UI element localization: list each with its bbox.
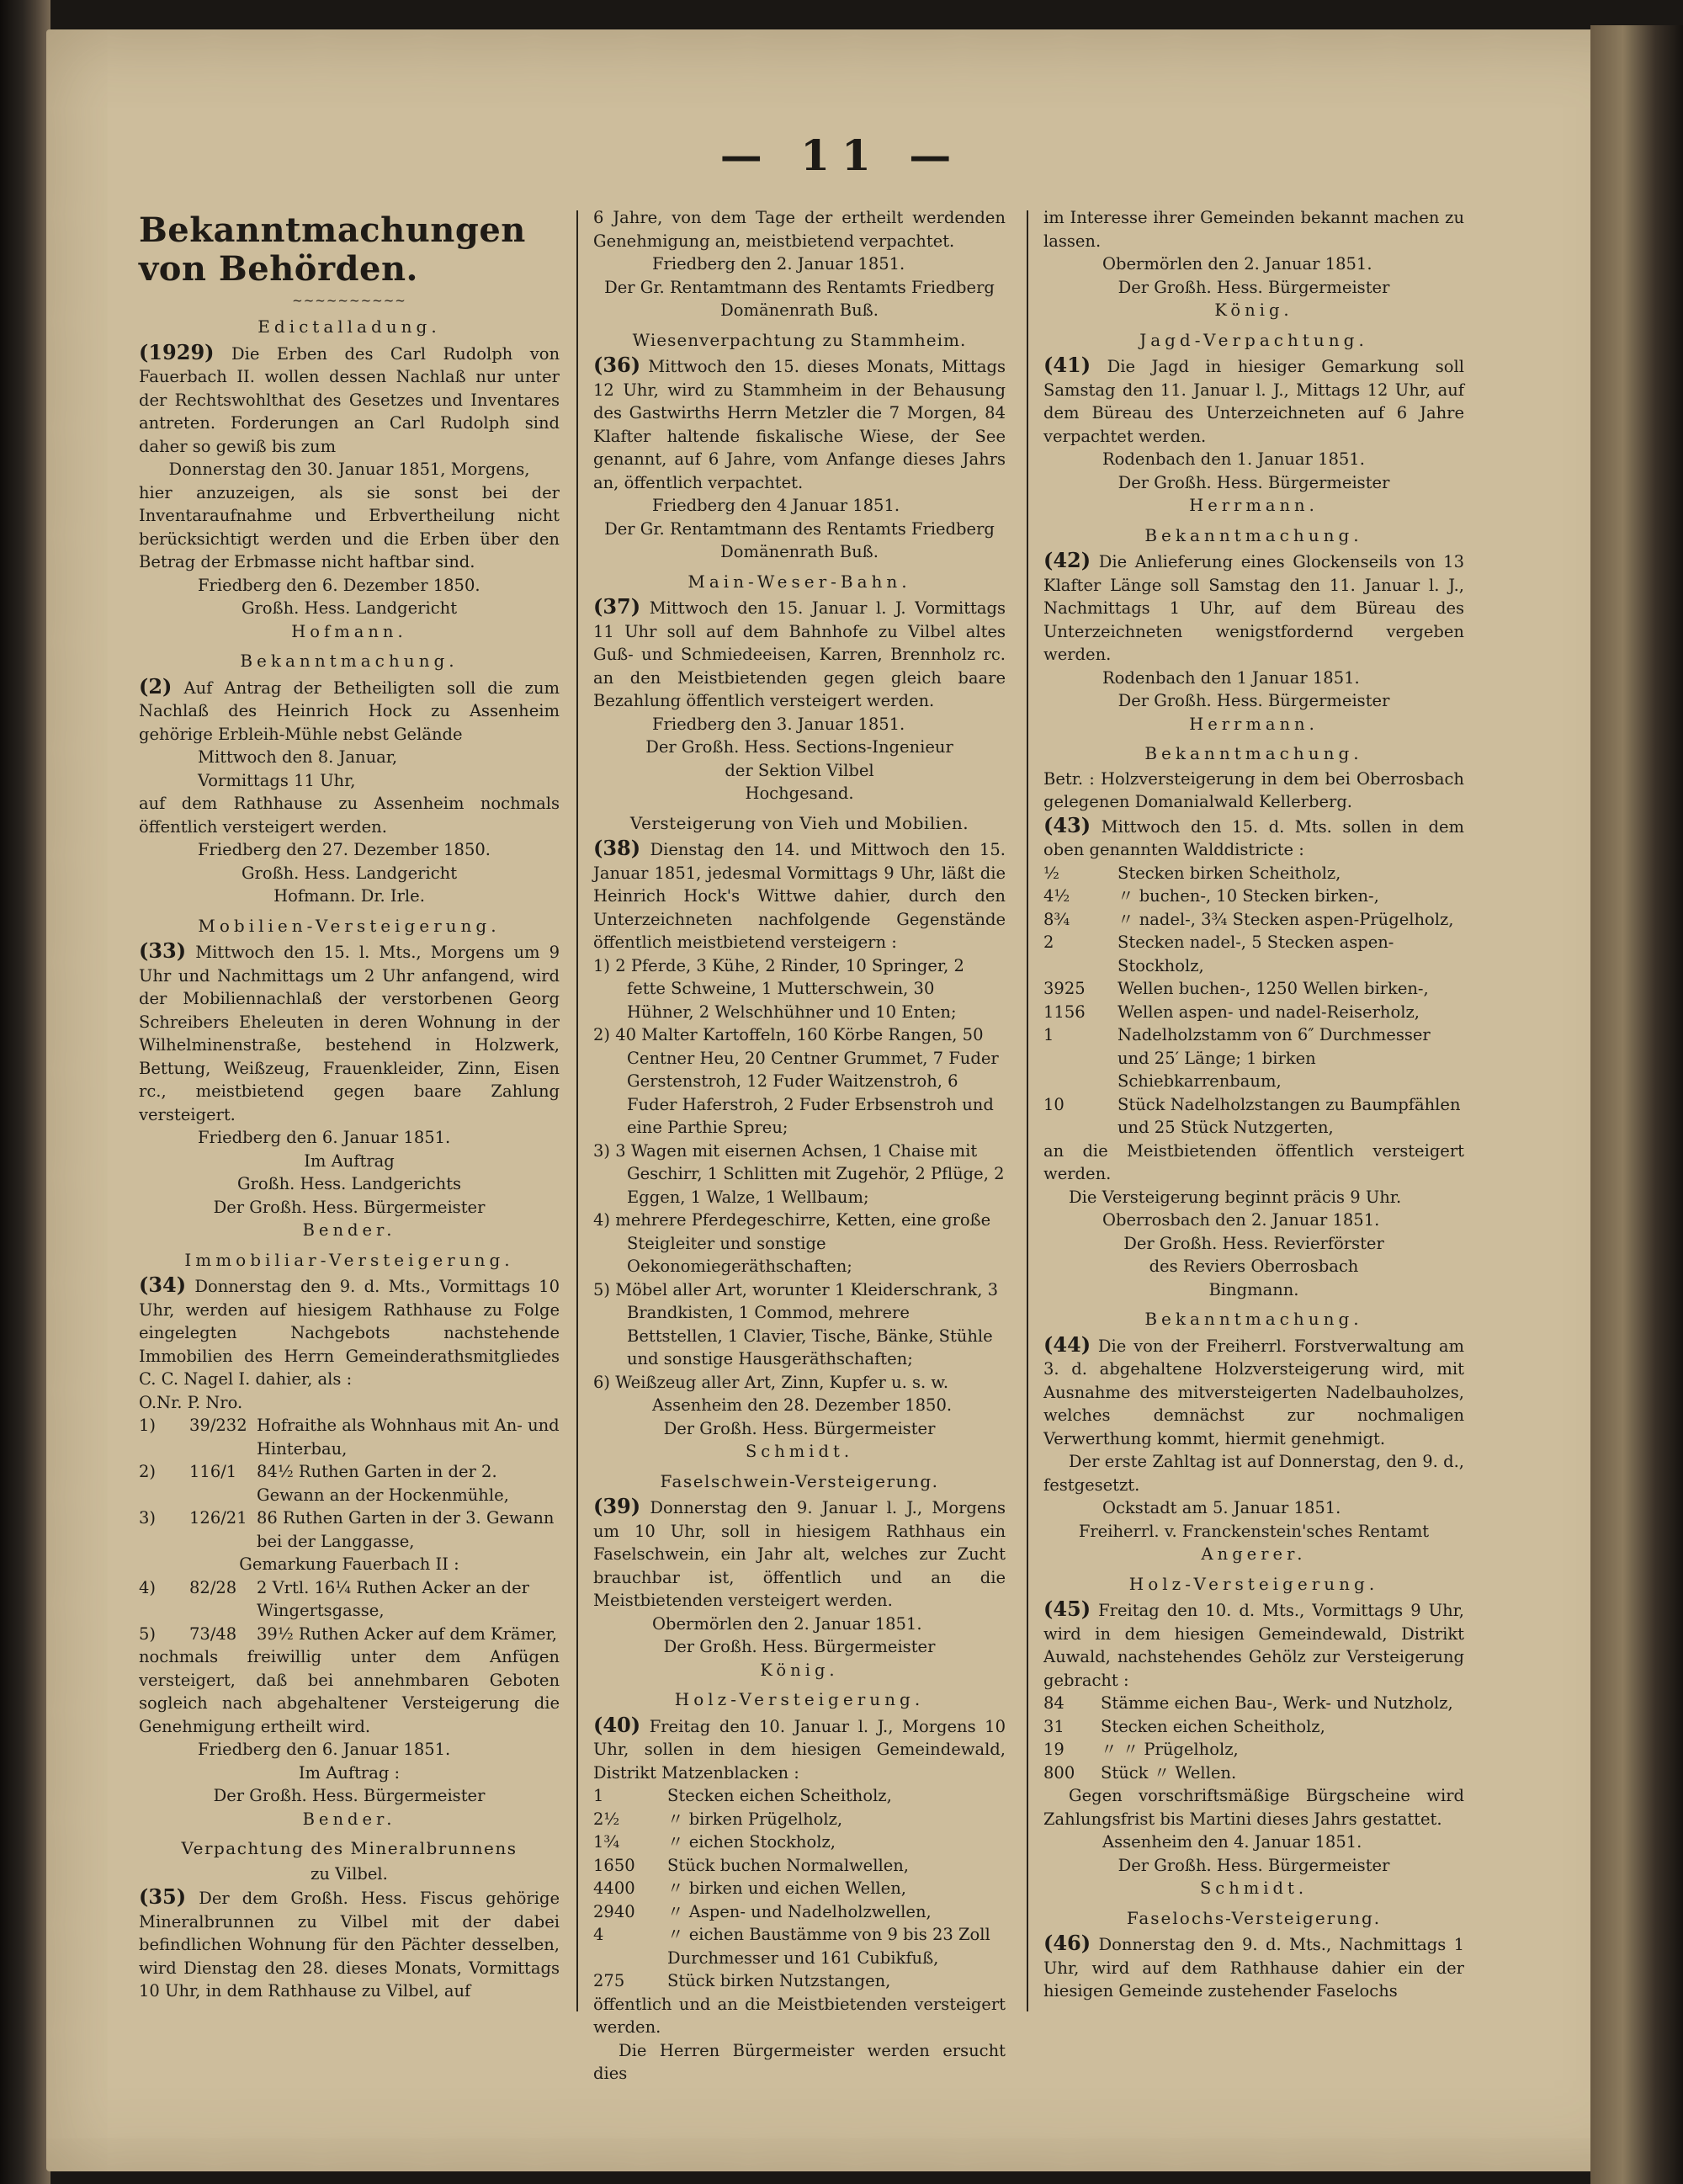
- notice-date-line: Mittwoch den 8. Januar,: [198, 747, 398, 767]
- parcel-plot: 82/28: [189, 1577, 237, 1597]
- wood-row: [1043, 862, 1464, 885]
- notice-place: Assenheim den 28. Dezember 1850.: [652, 1395, 953, 1415]
- notice-text: Mittwoch den 15. dieses Monats, Mittags 12 Uhr, wird zu Stammheim in der Behausung des Gastwirths Herrn Metzler die 7 Morgen, 84 Klafter haltende fiskalische Wiese, der See genannt, auf 6 Jahre, vom Anfange dieses Jahrs an, öffentlich verpachtet.: [593, 357, 1006, 492]
- parcel-plot: 126/21: [189, 1508, 247, 1528]
- notice-number: (40): [593, 1712, 641, 1737]
- wood-desc: Stück buchen Normalwellen,: [667, 1855, 909, 1875]
- parcel-num: 5): [139, 1623, 157, 1644]
- wood-qty: 800: [1043, 1762, 1075, 1783]
- notice-place: Rodenbach den 1 Januar 1851.: [1102, 667, 1360, 688]
- wood-row: [1043, 908, 1464, 932]
- notice-place: Ockstadt am 5. Januar 1851.: [1102, 1498, 1341, 1517]
- notice-signature: Der Großh. Hess. Bürgermeister: [213, 1786, 486, 1805]
- notice-signature: Der Großh. Hess. Sections-Ingenieur: [645, 737, 953, 757]
- notice-signature: Der Großh. Hess. Bürgermeister: [213, 1197, 486, 1217]
- notice-number: (33): [139, 938, 187, 963]
- notice-46: [1043, 1932, 1464, 2003]
- wood-desc: Wellen buchen-, 1250 Wellen birken-,: [1118, 979, 1429, 998]
- column-rule-2: [1027, 210, 1028, 2011]
- wood-qty: ½: [1043, 863, 1059, 883]
- wood-row: [593, 1854, 1006, 1878]
- notice-text: Die Erben des Carl Rudolph von Fauerbach II. wollen dessen Nachlaß nur unter der Rechtswohlthat des Gesetzes und Inventares antreten. Forderungen an Carl Rudolph sind daher so gewiß bis zum: [139, 343, 560, 456]
- notice-signature: König.: [760, 1660, 839, 1680]
- notice-number: (35): [139, 1884, 187, 1909]
- notice-number: (34): [139, 1273, 187, 1297]
- notice-text: auf dem Rathhause zu Assenheim nochmals öffentlich versteigert werden.: [139, 794, 560, 837]
- notice-text: Der dem Großh. Hess. Fiscus gehörige Mineralbrunnen zu Vilbel mit der dabei befindlichen Wohnung für den Pächter desselben, wird Dienstag den 28. dieses Monats, Vormittags 10 Uhr, in dem Rathhause zu Vilbel, auf: [139, 1889, 560, 2001]
- column-1: [139, 206, 560, 2003]
- notice-text: Die Anlieferung eines Glockenseils von 13 Klafter Länge soll Samstag den 11. Januar l. J., Nachmittags 1 Uhr, auf dem Büreau des Unterzeichneten wenigstfordernd vergeben werden.: [1043, 552, 1464, 664]
- wood-desc: Stück birken Nutzstangen,: [667, 1971, 891, 1990]
- wood-row: [593, 1969, 1006, 1993]
- wood-desc: Stecken eichen Scheitholz,: [1101, 1716, 1325, 1736]
- notice-signature: Bender.: [302, 1809, 396, 1829]
- wood-row: [593, 1900, 1006, 1924]
- parcel-gemarkung: Gemarkung Fauerbach II :: [239, 1554, 459, 1574]
- wood-qty: 4400: [593, 1878, 635, 1898]
- wood-desc: 〃 buchen-, 10 Stecken birken-,: [1118, 886, 1379, 906]
- notice-title: Bekanntmachung.: [240, 651, 459, 671]
- notice-signature: der Sektion Vilbel: [725, 760, 874, 780]
- notice-title: zu Vilbel.: [311, 1863, 388, 1884]
- wood-row: [1043, 885, 1464, 908]
- notice-title: Faselochs-Versteigerung.: [1126, 1907, 1382, 1928]
- notice-title: Bekanntmachung.: [1144, 743, 1363, 763]
- wood-qty: 2½: [593, 1809, 620, 1829]
- wood-desc: Stecken birken Scheitholz,: [1118, 863, 1341, 883]
- wood-qty: 1¾: [593, 1832, 620, 1852]
- wood-row: [593, 1831, 1006, 1854]
- notice-signature: Angerer.: [1201, 1544, 1307, 1564]
- notice-number: (36): [593, 353, 641, 377]
- parcel-plot: 116/1: [189, 1462, 237, 1481]
- wood-desc: 〃 Aspen- und Nadelholzwellen,: [667, 1901, 932, 1921]
- wood-qty: 2: [1043, 933, 1054, 952]
- notice-place: Friedberg den 2. Januar 1851.: [652, 254, 905, 274]
- notice-text: Der erste Zahltag ist auf Donnerstag, den 9. d., festgesetzt.: [1043, 1452, 1464, 1495]
- wood-qty: 4½: [1043, 886, 1070, 906]
- notice-title: Wiesenverpachtung zu Stammheim.: [632, 329, 967, 350]
- wood-desc: Stück 〃 Wellen.: [1101, 1762, 1237, 1783]
- notice-place: Obermörlen den 2. Januar 1851.: [652, 1613, 922, 1634]
- list-item: 6) Weißzeug aller Art, Zinn, Kupfer u. s. w.: [593, 1372, 949, 1392]
- notice-37: [593, 595, 1006, 713]
- notice-place: Friedberg den 6. Dezember 1850.: [198, 575, 480, 595]
- notice-place: Friedberg den 27. Dezember 1850.: [198, 840, 491, 859]
- wood-qty: 4: [593, 1925, 604, 1944]
- notice-signature: Der Großh. Hess. Bürgermeister: [1118, 277, 1390, 297]
- notice-signature: Domänenrath Buß.: [720, 300, 879, 320]
- notice-title: Bekanntmachung.: [1144, 524, 1363, 545]
- wood-qty: 1650: [593, 1855, 635, 1875]
- notice-place: Friedberg den 6. Januar 1851.: [198, 1740, 451, 1759]
- notice-text: Gegen vorschriftsmäßige Bürgscheine wird Zahlungsfrist bis Martini dieses Jahrs gestattet.: [1043, 1786, 1464, 1829]
- notice-text: Mittwoch den 15. Januar l. J. Vormittags 11 Uhr soll auf dem Bahnhofe zu Vilbel altes Guß- und Schmiedeeisen, Karren, Brennholz rc. an den Meistbietenden gegen gleich baare Bezahlung öffentlich versteigert werden.: [593, 598, 1006, 710]
- list-item: 1) 2 Pferde, 3 Kühe, 2 Rinder, 10 Springer, 2 fette Schweine, 1 Mutterschwein, 30 Hühner, 2 Welschhühner und 10 Enten;: [593, 955, 964, 1022]
- wood-desc: Stämme eichen Bau-, Werk- und Nutzholz,: [1101, 1693, 1453, 1713]
- wood-qty: 1: [593, 1786, 604, 1805]
- notice-signature: Der Großh. Hess. Bürgermeister: [1118, 1855, 1390, 1875]
- book-binding-left: [0, 0, 50, 2184]
- notice-signature: Der Großh. Hess. Bürgermeister: [663, 1418, 936, 1438]
- notice-signature: Der Großh. Hess. Bürgermeister: [1118, 691, 1390, 710]
- notice-number: (45): [1043, 1597, 1091, 1621]
- wood-qty: 31: [1043, 1716, 1064, 1736]
- notice-number: (44): [1043, 1331, 1091, 1357]
- parcel-num: 4): [139, 1577, 157, 1597]
- parcel-table-header: O.Nr. P. Nro.: [139, 1392, 243, 1412]
- notice-number: (2): [139, 673, 173, 699]
- notice-title: Bekanntmachung.: [1144, 1309, 1363, 1329]
- wood-qty: 2940: [593, 1901, 635, 1921]
- wood-qty: 3925: [1043, 979, 1086, 998]
- parcel-row: [139, 1576, 560, 1623]
- notice-1929: [139, 341, 560, 459]
- parcel-desc: 84½ Ruthen Garten in der 2. Gewann an der Hockenmühle,: [257, 1462, 509, 1505]
- parcel-plot: 39/232: [189, 1416, 247, 1435]
- wood-qty: 1: [1043, 1025, 1054, 1044]
- wood-desc: 〃 eichen Baustämme von 9 bis 23 Zoll Durchmesser und 161 Cubikfuß,: [667, 1925, 990, 1968]
- parcel-row: [139, 1623, 560, 1646]
- wood-qty: 84: [1043, 1693, 1064, 1713]
- notice-date-line: Donnerstag den 30. Januar 1851, Morgens,: [168, 460, 530, 479]
- notice-signature: Der Gr. Rentamtmann des Rentamts Friedberg: [604, 277, 995, 297]
- wood-row: [593, 1784, 1006, 1808]
- notice-36: [593, 353, 1006, 494]
- notice-signature: Freiherrl. v. Franckenstein'sches Rentamt: [1078, 1521, 1430, 1541]
- wood-qty: 275: [593, 1971, 625, 1990]
- wood-desc: Stecken eichen Scheitholz,: [667, 1786, 892, 1805]
- notice-signature: Im Auftrag: [304, 1150, 395, 1171]
- notice-number: (1929): [139, 339, 215, 364]
- notice-43: [1043, 814, 1464, 862]
- notice-text: nochmals freiwillig unter dem Anfügen versteigert, daß bei annehmbaren Geboten sogleich nach abgehaltener Versteigerung die Genehmigung ertheilt wird.: [139, 1647, 560, 1736]
- page-number: — 11 —: [719, 130, 964, 180]
- wood-desc: Wellen aspen- und nadel-Reiserholz,: [1118, 1002, 1420, 1022]
- notice-text: an die Meistbietenden öffentlich versteigert werden.: [1043, 1140, 1464, 1183]
- wood-desc: 〃 〃 Prügelholz,: [1101, 1740, 1239, 1759]
- wood-row: [593, 1877, 1006, 1900]
- notice-signature: Domänenrath Buß.: [720, 542, 879, 561]
- column-rule-1: [576, 210, 578, 2011]
- parcel-row: [139, 1414, 560, 1460]
- list-item: 4) mehrere Pferdegeschirre, Ketten, eine große Steigleiter und sonstige Oekonomiegeräthschaften;: [593, 1210, 991, 1276]
- parcel-num: 3): [139, 1508, 157, 1528]
- wood-desc: 〃 birken und eichen Wellen,: [667, 1878, 906, 1898]
- list-item: 5) Möbel aller Art, worunter 1 Kleiderschrank, 3 Brandkisten, 1 Commod, mehrere Bettstellen, 1 Clavier, Tische, Bänke, Stühle und sonstige Hausgeräthschaften;: [593, 1279, 999, 1368]
- wood-row: [1043, 1023, 1464, 1093]
- notice-signature: Großh. Hess. Landgericht: [241, 863, 458, 883]
- notice-text: Freitag den 10. d. Mts., Vormittags 9 Uhr, wird in dem hiesigen Gemeindewald, Distrikt Auwald, nachstehendes Gehölz zur Versteigerung gebracht :: [1043, 1601, 1464, 1690]
- notice-text: öffentlich und an die Meistbietenden versteigert werden.: [593, 1994, 1006, 2037]
- notice-place: Friedberg den 4 Januar 1851.: [652, 496, 900, 515]
- wood-row: [1043, 1692, 1464, 1715]
- notice-35: [139, 1885, 560, 2003]
- wood-desc: Stück Nadelholzstangen zu Baumpfählen und 25 Stück Nutzgerten,: [1118, 1094, 1461, 1137]
- notice-signature: Der Großh. Hess. Revierförster: [1123, 1233, 1384, 1253]
- notice-signature: Bender.: [302, 1220, 396, 1240]
- notice-signature: Schmidt.: [1199, 1878, 1309, 1898]
- book-spine-right: [1590, 25, 1683, 2184]
- notice-subject: Betr. : Holzversteigerung in dem bei Oberrosbach gelegenen Domanialwald Kellerberg.: [1043, 768, 1464, 811]
- notice-number: (43): [1043, 812, 1091, 837]
- notice-signature: Hochgesand.: [745, 784, 854, 803]
- notice-signature: Herrmann.: [1189, 714, 1319, 734]
- notice-40: [593, 1714, 1006, 1785]
- notice-place: Oberrosbach den 2. Januar 1851.: [1102, 1210, 1380, 1230]
- notice-title: Holz-Versteigerung.: [674, 1689, 925, 1709]
- notice-title: Versteigerung von Vieh und Mobilien.: [629, 812, 969, 833]
- wood-row: [1043, 1001, 1464, 1024]
- wood-row: [593, 1923, 1006, 1969]
- notice-33: [139, 939, 560, 1126]
- notice-34: [139, 1273, 560, 1391]
- parcel-desc: 86 Ruthen Garten in der 3. Gewann bei der Langgasse,: [257, 1508, 555, 1551]
- notice-number: (37): [593, 594, 641, 619]
- notice-title: Main-Weser-Bahn.: [688, 571, 911, 592]
- notice-text: Donnerstag den 9. Januar l. J., Morgens um 10 Uhr, soll in hiesigem Rathhaus ein Faselschwein, ein Jahr alt, welches zur Zucht brauchbar ist, öffentlich und an die Meistbietenden versteigert werden.: [593, 1498, 1006, 1610]
- column-3: [1043, 206, 1464, 2003]
- notice-text: Die von der Freiherrl. Forstverwaltung am 3. d. abgehaltene Holzversteigerung wird, mit Ausnahme des mitversteigerten Nadelbauholzes, welches demnächst zur nochmaligen Verwerthung kommt, hiermit genehmigt.: [1043, 1336, 1464, 1448]
- wood-row: [1043, 1738, 1464, 1762]
- notice-signature: König.: [1214, 300, 1293, 320]
- notice-text: im Interesse ihrer Gemeinden bekannt machen zu lassen.: [1043, 208, 1464, 251]
- notice-number: (39): [593, 1494, 641, 1518]
- wood-row: [1043, 1715, 1464, 1739]
- list-item: 2) 40 Malter Kartoffeln, 160 Körbe Rangen, 50 Centner Heu, 20 Centner Grummet, 7 Fuder Gerstenstroh, 12 Fuder Waitzenstroh, 6 Fuder Haferstroh, 2 Fuder Erbsenstroh und eine Parthie Spreu;: [593, 1025, 999, 1137]
- notice-title: Jagd-Verpachtung.: [1139, 329, 1368, 350]
- wood-desc: Nadelholzstamm von 6″ Durchmesser und 25′ Länge; 1 birken Schiebkarrenbaum,: [1118, 1025, 1431, 1091]
- notice-2: [139, 675, 560, 747]
- wood-row: [1043, 1762, 1464, 1785]
- notice-number: (38): [593, 836, 641, 860]
- ornament-divider: ~~~~~~~~~~: [292, 293, 406, 308]
- notice-text: 6 Jahre, von dem Tage der ertheilt werdenden Genehmigung an, meistbietend verpachtet.: [593, 208, 1006, 251]
- notice-text: Die Versteigerung beginnt präcis 9 Uhr.: [1069, 1187, 1402, 1207]
- notice-signature: Herrmann.: [1189, 496, 1319, 515]
- notice-text: Die Herren Bürgermeister werden ersucht dies: [593, 2040, 1006, 2083]
- wood-row: [1043, 931, 1464, 977]
- parcel-desc: Hofraithe als Wohnhaus mit An- und Hinterbau,: [257, 1416, 560, 1459]
- notice-title: Verpachtung des Mineralbrunnens: [181, 1838, 518, 1858]
- parcel-desc: 2 Vrtl. 16¼ Ruthen Acker an der Wingertsgasse,: [257, 1577, 529, 1620]
- notice-text: Donnerstag den 9. d. Mts., Vormittags 10 Uhr, werden auf hiesigem Rathhause zu Folge eingelegten Nachgebots nachstehende Immobilien des Herrn Gemeinderathsmitgliedes C. C. Nagel I. dahier, als :: [139, 1277, 560, 1389]
- notice-text: Auf Antrag der Betheiligten soll die zum Nachlaß des Heinrich Hock zu Assenheim gehörige Erbleih-Mühle nebst Gelände: [139, 678, 560, 744]
- wood-desc: 〃 birken Prügelholz,: [667, 1809, 843, 1829]
- notice-signature: Hofmann. Dr. Irle.: [273, 886, 425, 906]
- notice-text: hier anzuzeigen, als sie sonst bei der Inventaraufnahme und Erbvertheilung nicht berücksichtigt werden und die Erben über den Betrag der Erbmasse nicht haftbar sind.: [139, 482, 560, 571]
- parcel-num: 2): [139, 1462, 157, 1481]
- notice-signature: Schmidt.: [745, 1442, 854, 1461]
- notice-text: Freitag den 10. Januar l. J., Morgens 10 Uhr, sollen in dem hiesigen Gemeindewald, Distrikt Matzenblacken :: [593, 1716, 1006, 1783]
- parcel-row: [139, 1506, 560, 1553]
- wood-qty: 10: [1043, 1094, 1064, 1114]
- wood-qty: 8¾: [1043, 909, 1070, 929]
- wood-desc: 〃 nadel-, 3¾ Stecken aspen-Prügelholz,: [1118, 909, 1454, 929]
- notice-place: Friedberg den 6. Januar 1851.: [198, 1128, 451, 1147]
- wood-row: [1043, 1093, 1464, 1140]
- wood-row: [593, 1808, 1006, 1831]
- parcel-num: 1): [139, 1416, 157, 1435]
- section-heading: Bekanntmachungen von Behörden.: [139, 210, 526, 289]
- notice-place: Friedberg den 3. Januar 1851.: [652, 714, 905, 734]
- parcel-plot: 73/48: [189, 1623, 237, 1644]
- notice-place: Obermörlen den 2. Januar 1851.: [1102, 254, 1372, 274]
- notice-title: Immobiliar-Versteigerung.: [184, 1249, 514, 1270]
- wood-row: [1043, 977, 1464, 1001]
- notice-38: [593, 837, 1006, 954]
- notice-title: Holz-Versteigerung.: [1128, 1573, 1379, 1594]
- notice-text: Mittwoch den 15. l. Mts., Morgens um 9 Uhr und Nachmittags um 2 Uhr anfangend, wird der Mobiliennachlaß der verstorbenen Georg Schreibers Eheleuten in deren Wohnung in der Wilhelminenstraße, bestehend in Holzwerk, Bettung, Weißzeug, Frauenkleider, Zinn, Eisen rc., meistbietend gegen baare Zahlung versteigert.: [139, 943, 560, 1124]
- notice-title: Edictalladung.: [257, 316, 441, 337]
- wood-desc: Stecken nadel-, 5 Stecken aspen-Stockholz,: [1118, 933, 1394, 975]
- notice-45: [1043, 1597, 1464, 1692]
- notice-text: Mittwoch den 15. d. Mts. sollen in dem oben genannten Walddistricte :: [1043, 816, 1464, 859]
- notice-signature: Großh. Hess. Landgerichts: [236, 1174, 462, 1193]
- notice-text: Die Jagd in hiesiger Gemarkung soll Samstag den 11. Januar l. J., Mittags 12 Uhr, auf dem Büreau des Unterzeichneten auf 6 Jahre verpachtet werden.: [1043, 357, 1464, 446]
- notice-signature: Im Auftrag :: [298, 1762, 401, 1783]
- notice-signature: Der Großh. Hess. Bürgermeister: [663, 1637, 936, 1656]
- notice-text: Donnerstag den 9. d. Mts., Nachmittags 1 Uhr, wird auf dem Rathhause dahier ein der hiesigen Gemeinde zustehender Faselochs: [1043, 1935, 1464, 2001]
- wood-qty: 1156: [1043, 1002, 1086, 1022]
- notice-place: Rodenbach den 1. Januar 1851.: [1102, 449, 1365, 469]
- notice-number: (46): [1043, 1931, 1091, 1955]
- column-2: [593, 206, 1006, 2086]
- wood-qty: 19: [1043, 1740, 1064, 1759]
- notice-signature: Bingmann.: [1208, 1279, 1299, 1299]
- notice-number: (42): [1043, 548, 1091, 572]
- notice-signature: des Reviers Oberrosbach: [1149, 1257, 1359, 1276]
- parcel-row: [139, 1460, 560, 1506]
- notice-date-line: Vormittags 11 Uhr,: [198, 770, 356, 790]
- parcel-desc: 39½ Ruthen Acker auf dem Krämer,: [257, 1623, 557, 1644]
- notice-title: Mobilien-Versteigerung.: [198, 915, 501, 936]
- wood-desc: 〃 eichen Stockholz,: [667, 1832, 836, 1852]
- list-item: 3) 3 Wagen mit eisernen Achsen, 1 Chaise mit Geschirr, 1 Schlitten mit Zugehör, 2 Pflüge, 2 Eggen, 1 Walze, 1 Wellbaum;: [593, 1140, 1005, 1207]
- notice-signature: Großh. Hess. Landgericht: [241, 598, 458, 618]
- notice-41: [1043, 353, 1464, 448]
- notice-signature: Hofmann.: [291, 621, 407, 641]
- notice-42: [1043, 549, 1464, 667]
- notice-text: Dienstag den 14. und Mittwoch den 15. Januar 1851, jedesmal Vormittags 9 Uhr, läßt die Heinrich Hock's Wittwe dahier, durch den Unterzeichneten nachfolgende Gegenstände öffentlich meistbietend versteigern :: [593, 840, 1006, 952]
- notice-44: [1043, 1333, 1464, 1451]
- notice-number: (41): [1043, 353, 1091, 377]
- notice-signature: Der Großh. Hess. Bürgermeister: [1118, 472, 1390, 492]
- notice-place: Assenheim den 4. Januar 1851.: [1102, 1832, 1362, 1852]
- notice-title: Faselschwein-Versteigerung.: [660, 1470, 939, 1491]
- notice-signature: Der Gr. Rentamtmann des Rentamts Friedberg: [604, 518, 995, 539]
- notice-39: [593, 1495, 1006, 1613]
